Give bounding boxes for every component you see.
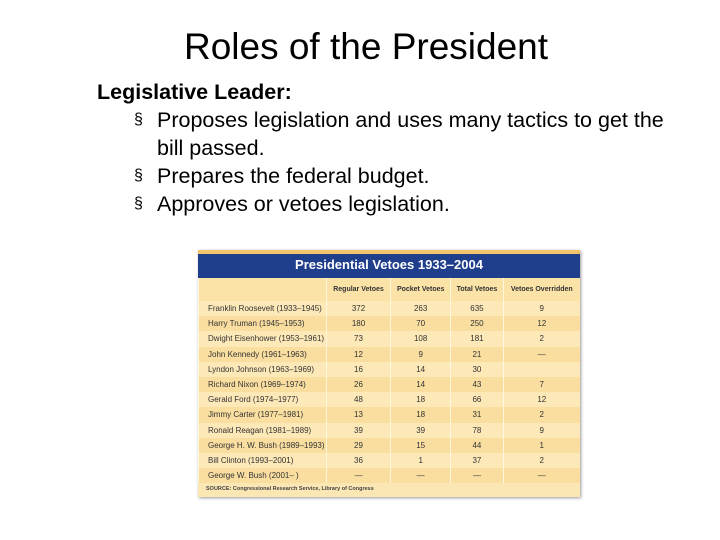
table-cell: 29	[327, 438, 391, 453]
table-cell: 250	[451, 316, 503, 331]
bullet-text: Proposes legislation and uses many tactics to get the bill passed.	[157, 108, 664, 160]
table-source: SOURCE: Congressional Research Service, Library of Congress	[206, 486, 374, 493]
table-cell: —	[391, 468, 451, 483]
bullet-marker: §	[134, 111, 143, 128]
table-cell: 18	[391, 407, 451, 422]
table-cell: 2	[503, 407, 580, 422]
president-name: Dwight Eisenhower (1953–1961)	[199, 331, 327, 346]
table-title: Presidential Vetoes 1933–2004	[198, 250, 580, 278]
veto-table-image	[198, 250, 580, 497]
table-cell: 13	[327, 407, 391, 422]
table-cell: 18	[391, 392, 451, 407]
table-row	[199, 438, 581, 453]
table-cell: 78	[451, 423, 503, 438]
table-cell: 12	[327, 347, 391, 362]
president-name: George H. W. Bush (1989–1993)	[199, 438, 327, 453]
table-cell: 1	[503, 438, 580, 453]
table-row	[199, 468, 581, 483]
president-name: George W. Bush (2001– )	[199, 468, 327, 483]
column-header: Total Vetoes	[451, 278, 503, 301]
column-header	[199, 278, 327, 301]
table-cell: 36	[327, 453, 391, 468]
table-row	[199, 407, 581, 422]
table-cell: 2	[503, 453, 580, 468]
table-cell: 9	[503, 301, 580, 316]
table-row	[199, 453, 581, 468]
bullet-text: Approves or vetoes legislation.	[157, 192, 450, 216]
table-cell: 66	[451, 392, 503, 407]
table-cell: 14	[391, 362, 451, 377]
table-row	[199, 301, 581, 316]
table-cell: 70	[391, 316, 451, 331]
column-header: Vetoes Overridden	[503, 278, 580, 301]
table-cell: —	[451, 468, 503, 483]
table-cell: 43	[451, 377, 503, 392]
president-name: Harry Truman (1945–1953)	[199, 316, 327, 331]
table-cell: 263	[391, 301, 451, 316]
table-cell: 635	[451, 301, 503, 316]
column-header: Pocket Vetoes	[391, 278, 451, 301]
column-header: Regular Vetoes	[327, 278, 391, 301]
president-name: Lyndon Johnson (1963–1969)	[199, 362, 327, 377]
table-cell: 39	[327, 423, 391, 438]
table-cell: —	[327, 468, 391, 483]
table-cell: 12	[503, 392, 580, 407]
slide-title: Roles of the President	[183, 26, 549, 67]
table-cell: 12	[503, 316, 580, 331]
table-cell: —	[503, 468, 580, 483]
section-heading: Legislative Leader:	[97, 80, 292, 104]
table-cell: 2	[503, 331, 580, 346]
bullet-item	[97, 162, 687, 190]
table-cell: 15	[391, 438, 451, 453]
table-row	[199, 377, 581, 392]
table-cell: 372	[327, 301, 391, 316]
slide-body	[97, 78, 687, 218]
table-cell: 73	[327, 331, 391, 346]
bullet-marker: §	[134, 195, 143, 212]
table-cell: 44	[451, 438, 503, 453]
president-name: Richard Nixon (1969–1974)	[199, 377, 327, 392]
president-name: Bill Clinton (1993–2001)	[199, 453, 327, 468]
president-name: Franklin Roosevelt (1933–1945)	[199, 301, 327, 316]
table-cell: 7	[503, 377, 580, 392]
veto-table	[198, 278, 580, 483]
president-name: Jimmy Carter (1977–1981)	[199, 407, 327, 422]
table-cell: 9	[503, 423, 580, 438]
president-name: John Kennedy (1961–1963)	[199, 347, 327, 362]
table-row	[199, 331, 581, 346]
table-row	[199, 362, 581, 377]
president-name: Ronald Reagan (1981–1989)	[199, 423, 327, 438]
table-cell: 180	[327, 316, 391, 331]
bullet-item	[97, 106, 687, 162]
table-cell: 9	[391, 347, 451, 362]
table-cell: 1	[391, 453, 451, 468]
table-cell: 31	[451, 407, 503, 422]
table-cell: 181	[451, 331, 503, 346]
table-cell: 37	[451, 453, 503, 468]
table-cell: 21	[451, 347, 503, 362]
table-cell: —	[503, 347, 580, 362]
bullet-text: Prepares the federal budget.	[157, 164, 430, 188]
bullet-marker: §	[134, 167, 143, 184]
president-name: Gerald Ford (1974–1977)	[199, 392, 327, 407]
table-cell: 30	[451, 362, 503, 377]
table-cell: 14	[391, 377, 451, 392]
table-cell: 39	[391, 423, 451, 438]
table-row	[199, 423, 581, 438]
table-row	[199, 347, 581, 362]
table-cell: 16	[327, 362, 391, 377]
table-cell: 108	[391, 331, 451, 346]
table-row	[199, 316, 581, 331]
bullet-item	[97, 190, 687, 218]
table-row	[199, 392, 581, 407]
table-cell: 26	[327, 377, 391, 392]
table-cell	[503, 362, 580, 377]
table-cell: 48	[327, 392, 391, 407]
